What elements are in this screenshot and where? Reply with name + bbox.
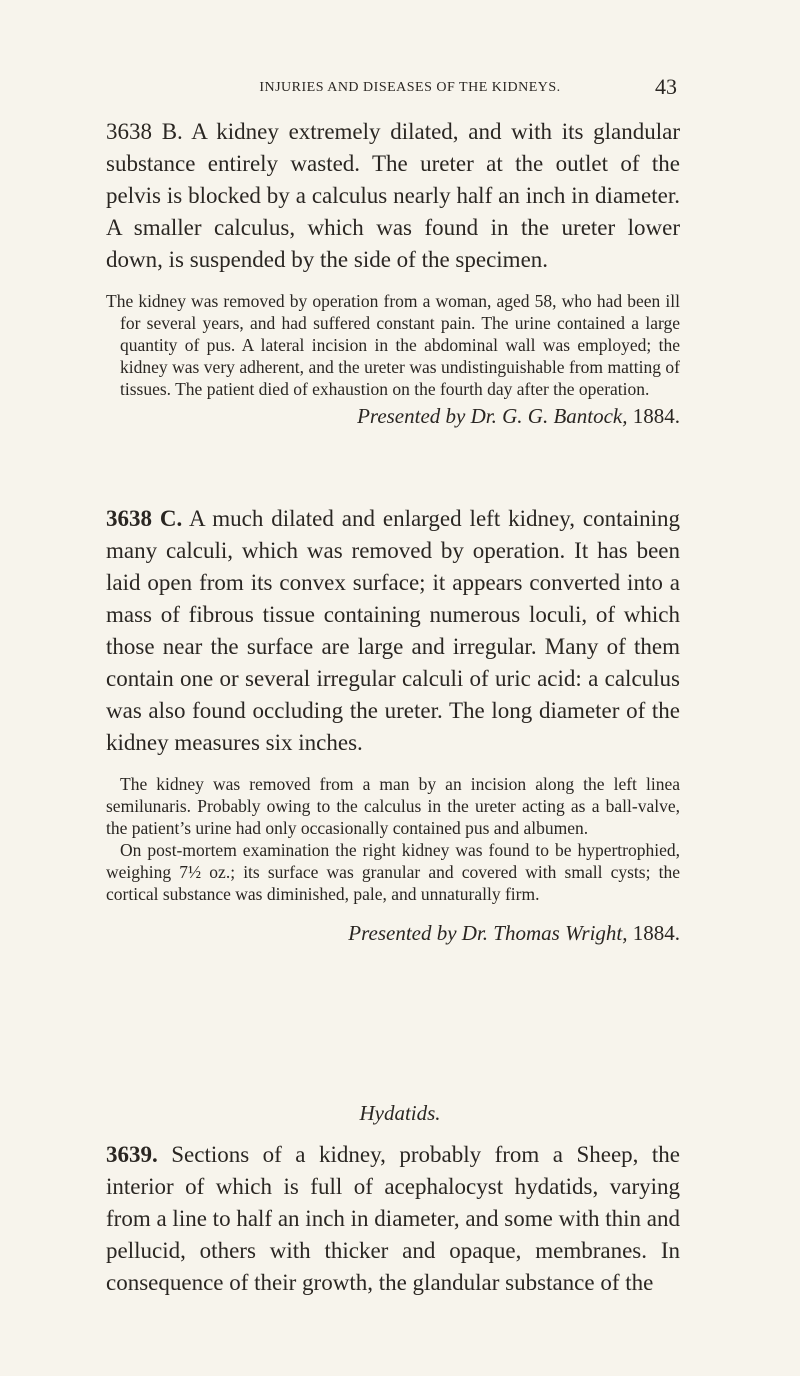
credit-text: Presented by Dr. Thomas Wright,	[348, 921, 628, 945]
entry-number: 3639.	[106, 1142, 158, 1167]
entry-text: Sections of a kidney, probably from a Sheep, the interior of which is full of acephalocyst hydatids, varying from a line to half an inch in diameter, and some with thin and pellucid, others with thicker and opaque, membranes. In consequence of their growth, the glandular substance of the	[106, 1142, 680, 1295]
entry-note	[106, 773, 680, 839]
entry-3638c	[106, 503, 680, 946]
credit-text: Presented by Dr. G. G. Bantock,	[357, 404, 628, 428]
entry-credit	[124, 404, 680, 429]
entry-credit	[124, 921, 680, 946]
entry-note-text: The kidney was removed from a man by an incision along the left linea semilunaris. Probably owing to the calculus in the ureter acting as a ball-valve, the patient’s urine had only occasionally contained pus and albumen.	[106, 774, 680, 838]
credit-year: 1884.	[632, 921, 680, 945]
entry-body	[106, 503, 680, 759]
entry-note-2	[106, 839, 680, 905]
entry-text: A much dilated and enlarged left kidney, containing many calculi, which was removed by operation. It has been laid open from its convex surface; it appears converted into a mass of fibrous tissue containing numerous loculi, of which those near the surface are large and irregular. Many of them contain one or several irregular calculi of uric acid: a calculus was also found occluding the ureter. The long diameter of the kidney measures six inches.	[106, 506, 680, 755]
entry-note-text: The kidney was removed by operation from a woman, aged 58, who had been ill for several years, and had suffered constant pain. The urine contained a large quantity of pus. A lateral incision in the abdominal wall was employed; the kidney was very adherent, and the ureter was undistinguishable from matting of tissues. The patient died of exhaustion on the fourth day after the operation.	[106, 291, 680, 399]
running-title: INJURIES AND DISEASES OF THE KIDNEYS.	[259, 80, 561, 95]
entry-number: 3638 B.	[106, 119, 183, 144]
entry-3639	[106, 1139, 680, 1299]
entry-note	[106, 290, 680, 400]
page-number: 43	[655, 74, 677, 99]
entry-body	[106, 116, 680, 276]
credit-year: 1884.	[632, 404, 680, 428]
entry-text: A kidney extremely dilated, and with its glandular substance entirely wasted. The ureter at the outlet of the pelvis is blocked by a calculus nearly half an inch in diameter. A smaller calculus, which was found in the ureter lower down, is suspended by the side of the specimen.	[106, 119, 681, 272]
entry-number: 3638 C.	[106, 506, 183, 531]
entry-3638b	[106, 116, 681, 429]
entry-body	[106, 1139, 680, 1299]
section-heading: Hydatids.	[359, 1101, 441, 1125]
entry-note-text: On post-mortem examination the right kidney was found to be hypertrophied, weighing 7½ oz.; its surface was granular and covered with small cysts; the cortical substance was diminished, pale, and unnaturally firm.	[106, 840, 680, 904]
